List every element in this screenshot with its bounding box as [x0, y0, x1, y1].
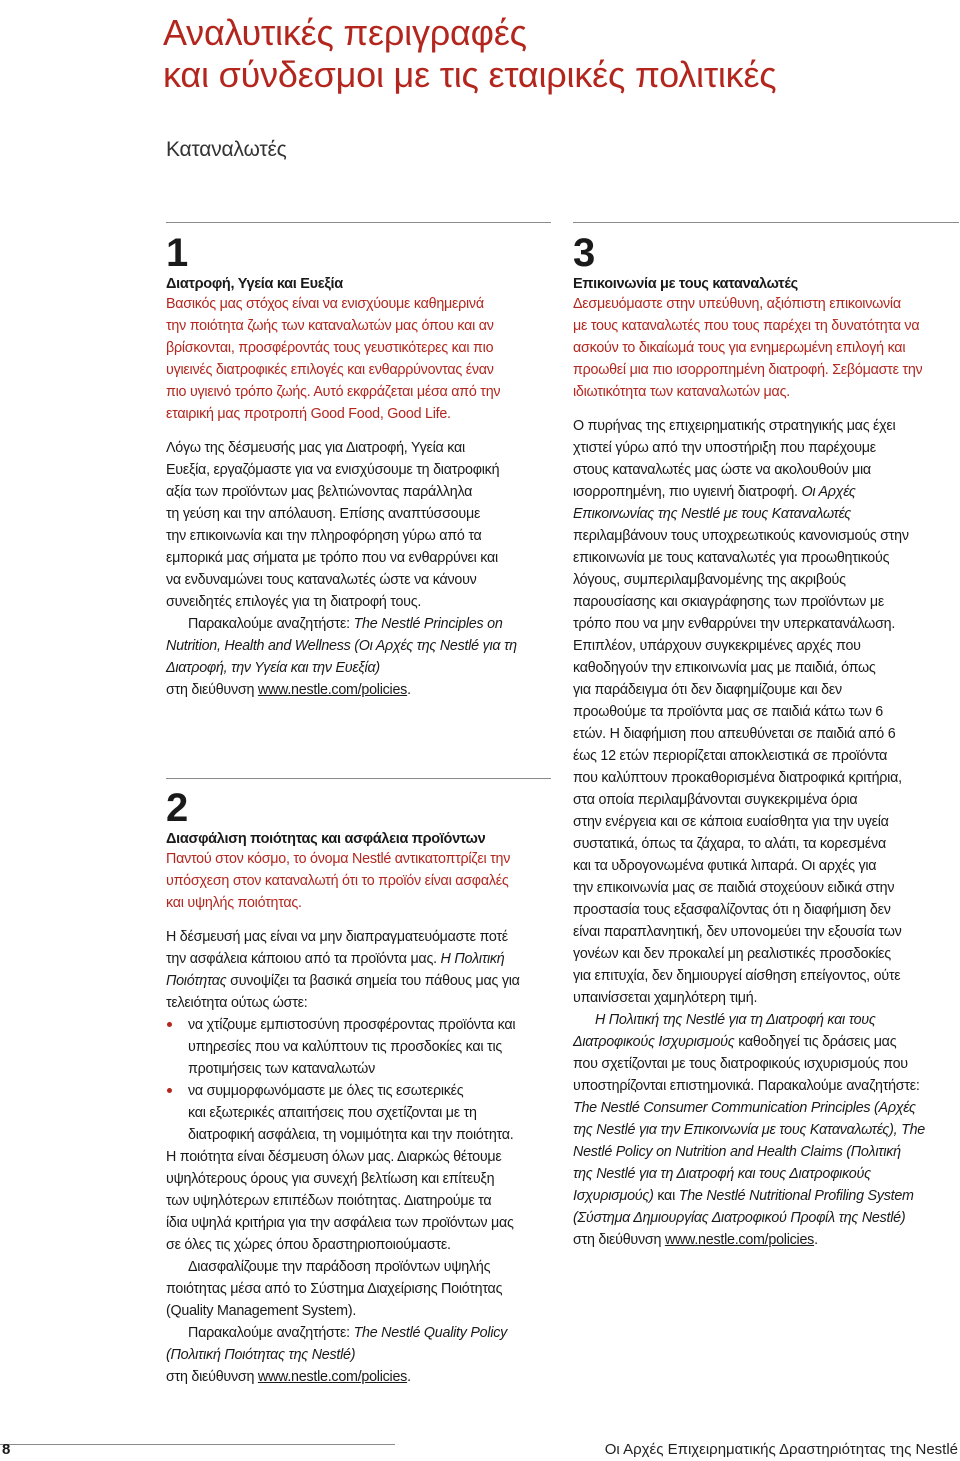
reference-label: Παρακαλούμε αναζητήστε: [188, 616, 354, 632]
text-line: στα οποία περιλαμβάνονται συγκεκριμένα όρια [573, 792, 858, 808]
text-line: διατροφική ασφάλεια, τη νομιμότητα και την ποιότητα. [188, 1127, 514, 1143]
bullet-item [166, 1080, 566, 1146]
address-label: στη διεύθυνση [166, 1369, 258, 1385]
text-line: με τους καταναλωτές που τους παρέχει τη δυνατότητα να [573, 318, 920, 334]
page-subtitle: Καταναλωτές [166, 138, 287, 161]
text-line: χτιστεί γύρω από την υποστήριξη που παρέχουμε [573, 440, 876, 456]
section-2-divider [166, 778, 551, 779]
text-line: είναι παραπλανητική, δεν υπονομεύει την εξουσία των [573, 924, 902, 940]
text-line: Η ποιότητα είναι δέσμευση όλων μας. Διαρκώς θέτουμε [166, 1149, 502, 1165]
text-line: παρουσίασης και σκιαγράφησης των προϊόντων με [573, 594, 884, 610]
text-line: υποστηρίζονται επιστημονικά. Παρακαλούμε αναζητήστε: [573, 1078, 920, 1094]
page-number: 8 [2, 1441, 11, 1458]
section-2-bullet-list [166, 1014, 566, 1146]
policies-link[interactable]: www.nestle.com/policies [257, 682, 408, 698]
punctuation: . [407, 1369, 411, 1385]
section-3-number: 3 [573, 231, 595, 275]
policies-link[interactable]: www.nestle.com/policies [257, 1369, 408, 1385]
page-title-line-2: και σύνδεσμοι με τις εταιρικές πολιτικές [163, 54, 777, 95]
text-line: Βασικός μας στόχος είναι να ενισχύουμε καθημερινά [166, 296, 484, 312]
text-line: Παντού στον κόσμο, το όνομα Nestlé αντικατοπτρίζει την [166, 851, 511, 867]
text-line: υπόσχεση στον καταναλωτή ότι το προϊόν είναι ασφαλές [166, 873, 509, 889]
policy-title: The Nestlé Nutritional Profiling System [678, 1188, 914, 1204]
address-label: στη διεύθυνση [573, 1232, 665, 1248]
section-2-heading: Διασφάλιση ποιότητας και ασφάλεια προϊόντων [166, 831, 486, 847]
text-line: ετών. Η διαφήμιση που απευθύνεται σε παιδιά από 6 [573, 726, 896, 742]
text-line: Ευεξία, εργαζόμαστε για να ενισχύσουμε τη διατροφική [166, 462, 500, 478]
policy-title: Οι Αρχές [801, 484, 856, 500]
section-1-number: 1 [166, 231, 188, 275]
text-line: συνειδητές επιλογές για τη διατροφή τους. [166, 594, 422, 610]
spacer [166, 914, 566, 926]
policy-title: The Nestlé Principles on [353, 616, 503, 632]
text-line: ίδια υψηλά κριτήρια για την ασφάλεια των προϊόντων μας [166, 1215, 514, 1231]
text-line: να χτίζουμε εμπιστοσύνη προσφέροντας προϊόντα και [188, 1017, 516, 1033]
text-span: καθοδηγεί τις δράσεις μας [734, 1034, 897, 1050]
page-title-line-1: Αναλυτικές περιγραφές [163, 12, 527, 53]
text-line: σε όλες τις χώρες όπου δραστηριοποιούμαστε. [166, 1237, 451, 1253]
text-line: συστατικά, όπως τα ζάχαρα, το αλάτι, τα κορεσμένα [573, 836, 886, 852]
bullet-item [166, 1014, 566, 1080]
policy-title: της Nestlé για τη Διατροφή και τους Διατροφικούς [573, 1166, 871, 1182]
text-line: τελειότητα ούτως ώστε: [166, 995, 308, 1011]
text-line: να ενδυναμώνει τους καταναλωτές ώστε να κάνουν [166, 572, 477, 588]
text-line: που σχετίζονται με τους διατροφικούς ισχυρισμούς που [573, 1056, 908, 1072]
policy-title: Διατροφικούς Ισχυρισμούς [573, 1034, 735, 1050]
policy-title: Ισχυρισμούς) [573, 1188, 654, 1204]
text-line: που καλύπτουν προκαθορισμένα διατροφικά κριτήρια, [573, 770, 902, 786]
section-1-paragraph [166, 437, 566, 701]
text-line: τρόπο που να μην ενθαρρύνει την υπερκατανάλωση. [573, 616, 896, 632]
text-span: την ασφάλεια κάποιου από τα προϊόντα μας. [166, 951, 441, 967]
page-title [163, 12, 776, 96]
section-1 [166, 233, 566, 701]
spacer [573, 403, 959, 415]
text-line: Η δέσμευσή μας είναι να μην διαπραγματευόμαστε ποτέ [166, 929, 508, 945]
section-1-divider [166, 222, 551, 223]
section-1-intro [166, 293, 566, 425]
text-line: προωθούμε τα προϊόντα μας σε παιδιά κάτω των 6 [573, 704, 884, 720]
text-line: να συμμορφωνόμαστε με όλες τις εσωτερικές [188, 1083, 464, 1099]
section-3 [573, 233, 959, 1251]
text-span: ισορροπημένη, πιο υγιεινή διατροφή. [573, 484, 802, 500]
section-2-address [166, 1366, 566, 1388]
text-line: την επικοινωνία μας σε παιδιά στοχεύουν ειδικά στην [573, 880, 895, 896]
address-label: στη διεύθυνση [166, 682, 258, 698]
text-line: υγιεινές διατροφικές επιλογές και ενθαρρύνοντας έναν [166, 362, 494, 378]
section-1-reference [166, 613, 566, 635]
policy-title: της Nestlé για την Επικοινωνία με τους Καταναλωτές), The [573, 1122, 925, 1138]
policy-title: Nutrition, Health and Wellness (Οι Αρχές της Nestlé για τη [166, 638, 517, 654]
punctuation: . [814, 1232, 818, 1248]
section-1-address [166, 679, 566, 701]
text-line: καθοδηγούν την επικοινωνία μας με παιδιά, όπως [573, 660, 876, 676]
text-line: υψηλότερους όρους για συνεχή βελτίωση και επίτευξη [166, 1171, 495, 1187]
section-2-number: 2 [166, 786, 188, 830]
text-span: και [653, 1188, 679, 1204]
text-line: και υψηλής ποιότητας. [166, 895, 302, 911]
section-3-intro [573, 293, 959, 403]
text-line: τη γεύση και την απόλαυση. Επίσης αναπτύσσουμε [166, 506, 481, 522]
text-span: συνοψίζει τα βασικά σημεία του πάθους μας για [226, 973, 520, 989]
text-line: εταιρική μας προτροπή Good Food, Good Life. [166, 406, 451, 422]
text-line: λόγους, συμπεριλαμβανομένης της ακριβούς [573, 572, 846, 588]
text-line: περιλαμβάνουν τους υποχρεωτικούς κανονισμούς στην [573, 528, 909, 544]
text-line: προστασία τους εξασφαλίζοντας ότι η διαφήμιση δεν [573, 902, 891, 918]
text-line: ποιότητας μέσα από το Σύστημα Διαχείρισης Ποιότητας [166, 1281, 503, 1297]
text-line: Ο πυρήνας της επιχειρηματικής στρατηγικής μας έχει [573, 418, 896, 434]
text-line: και τα υδρογονωμένα φυτικά λιπαρά. Οι αρχές για [573, 858, 877, 874]
text-line: βρίσκονται, προσφέροντάς τους γευστικότερες και πιο [166, 340, 494, 356]
policy-title: Η Πολιτική της Nestlé για τη Διατροφή και τους [595, 1012, 876, 1028]
section-2-paragraph [166, 926, 566, 1388]
policy-title: Επικοινωνίας της Nestlé με τους Καταναλωτές [573, 506, 851, 522]
text-line: υπαινίσσεται χαμηλότερη τιμή. [573, 990, 758, 1006]
section-2-intro [166, 848, 566, 914]
section-2 [166, 788, 566, 1388]
policy-title: (Πολιτική Ποιότητας της Nestlé) [166, 1347, 356, 1363]
text-line: και εξωτερικές απαιτήσεις που σχετίζονται με τη [188, 1105, 477, 1121]
policy-title: Ποιότητας [166, 973, 227, 989]
section-3-address [573, 1229, 959, 1251]
section-2-reference [166, 1322, 566, 1344]
text-line: την επικοινωνία και την πληροφόρηση γύρω από τα [166, 528, 482, 544]
text-line: υπηρεσίες που να καλύπτουν τις προσδοκίες και τις [188, 1039, 503, 1055]
policies-link[interactable]: www.nestle.com/policies [664, 1232, 815, 1248]
footer-document-title: Οι Αρχές Επιχειρηματικής Δραστηριότητας της Nestlé [604, 1441, 958, 1458]
text-line: Επιπλέον, υπάρχουν συγκεκριμένες αρχές που [573, 638, 861, 654]
policy-title: The Nestlé Quality Policy [353, 1325, 508, 1341]
text-line: ασκούν το δικαίωμά τους για ενημερωμένη επιλογή και [573, 340, 906, 356]
text-line: προωθεί μια πιο ισορροπημένη διατροφή. Σεβόμαστε την [573, 362, 923, 378]
text-line: για επιτυχία, δεν δημιουργεί αίσθηση επείγοντος, ούτε [573, 968, 901, 984]
text-line: επικοινωνία με τους καταναλωτές για προωθητικούς [573, 550, 890, 566]
reference-label: Παρακαλούμε αναζητήστε: [188, 1325, 354, 1341]
policy-title: Nestlé Policy on Nutrition and Health Claims (Πολιτική [573, 1144, 901, 1160]
section-3-heading: Επικοινωνία με τους καταναλωτές [573, 276, 798, 292]
text-line: ιδιωτικότητα των καταναλωτών μας. [573, 384, 790, 400]
text-line: προτιμήσεις των καταναλωτών [188, 1061, 375, 1077]
punctuation: . [407, 682, 411, 698]
text-line: την ποιότητα ζωής των καταναλωτών μας όπου και αν [166, 318, 494, 334]
text-line: για παράδειγμα ότι δεν διαφημίζουμε και δεν [573, 682, 842, 698]
footer-divider [0, 1444, 395, 1445]
text-line: αξία των προϊόντων μας βελτιώνοντας παράλληλα [166, 484, 473, 500]
policy-title: Διατροφή, την Υγεία και την Ευεξία) [166, 660, 380, 676]
text-line: (Quality Management System). [166, 1303, 357, 1319]
section-3-divider [573, 222, 959, 223]
section-3-paragraph [573, 415, 959, 1251]
text-line: έως 12 ετών περιορίζεται αποκλειστικά σε προϊόντα [573, 748, 888, 764]
text-line: εμπορικά μας σήματα με τρόπο που να ενθαρρύνει και [166, 550, 498, 566]
text-line: πιο υγιεινό τρόπο ζωής. Αυτό εκφράζεται μέσα από την [166, 384, 501, 400]
policy-title: Η Πολιτική [440, 951, 505, 967]
section-1-heading: Διατροφή, Υγεία και Ευεξία [166, 276, 343, 292]
policy-title: (Σύστημα Δημιουργίας Διατροφικού Προφίλ της Nestlé) [573, 1210, 906, 1226]
text-line: στην ενέργεια και σε κάποια ευαίσθητα για την υγεία [573, 814, 889, 830]
text-line: στους καταναλωτές μας ώστε να ακολουθούν μια [573, 462, 871, 478]
text-line: Λόγω της δέσμευσής μας για Διατροφή, Υγεία και [166, 440, 465, 456]
text-line: Διασφαλίζουμε την παράδοση προϊόντων υψηλής [188, 1259, 491, 1275]
text-line: Δεσμευόμαστε στην υπεύθυνη, αξιόπιστη επικοινωνία [573, 296, 901, 312]
policy-title: The Nestlé Consumer Communication Principles (Αρχές [573, 1100, 916, 1116]
text-line: γονέων και δεν προκαλεί μη ρεαλιστικές προσδοκίες [573, 946, 891, 962]
text-line: των υψηλότερων επιπέδων ποιότητας. Διατηρούμε τα [166, 1193, 492, 1209]
spacer [166, 425, 566, 437]
